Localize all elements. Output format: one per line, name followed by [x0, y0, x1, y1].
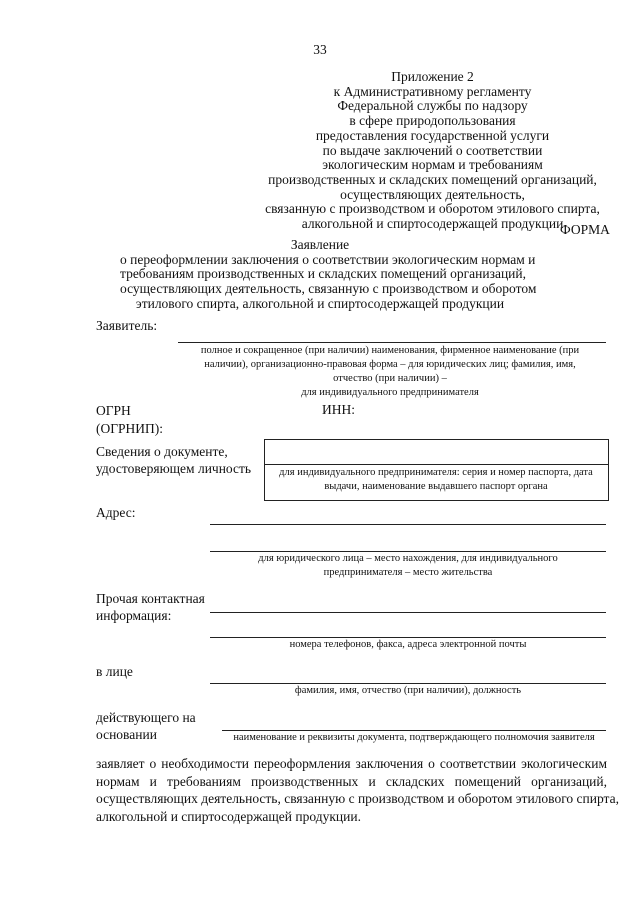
address-caption: [210, 552, 606, 580]
statement-line: осуществляющих деятельность, связанную с производством и оборотом этилового спирта,: [96, 791, 619, 806]
title-line: этилового спирта, алкогольной и спиртосодержащей продукции: [135, 295, 505, 311]
statement-text: [96, 755, 619, 825]
statement-line: заявляет о необходимости переоформления заключения о соответствии экологическим: [96, 756, 607, 771]
applicant-label: Заявитель:: [96, 318, 158, 333]
contact-input-line-1[interactable]: [210, 612, 606, 613]
caption-line: отчество (при наличии) –: [333, 373, 447, 384]
caption-line: наличии), организационно-правовая форма – для юридических лиц; фамилия, имя,: [204, 359, 576, 370]
appendix-line: алкогольной и спиртосодержащей продукции: [301, 216, 564, 232]
appendix-line: осуществляющих деятельность,: [340, 186, 525, 202]
caption-line: предпринимателя – место жительства: [323, 567, 493, 578]
form-label: ФОРМА: [560, 222, 610, 237]
caption-line: для индивидуального предпринимателя: серия и номер паспорта, дата: [279, 467, 593, 478]
appendix-line: производственных и складских помещений организаций,: [268, 171, 597, 187]
appendix-line: в сфере природопользования: [349, 113, 516, 129]
applicant-input-line[interactable]: [178, 342, 606, 343]
contact-caption: номера телефонов, факса, адреса электронной почты: [289, 639, 527, 650]
identity-label: [96, 443, 251, 477]
contact-label-line: информация:: [96, 608, 172, 623]
document-title: [120, 237, 537, 312]
caption-line: выдачи, наименование выдавшего паспорт органа: [324, 481, 548, 492]
caption-line: полное и сокращенное (при наличии) наименования, фирменное наименование (при: [200, 345, 580, 356]
statement-line: алкогольной и спиртосодержащей продукции.: [96, 808, 361, 824]
person-label: в лице: [96, 664, 133, 679]
statement-line: нормам и требованиям производственных и складских помещений организаций,: [96, 773, 607, 789]
address-label: Адрес:: [96, 505, 136, 520]
address-input-line-1[interactable]: [210, 524, 606, 525]
identity-caption: [265, 466, 607, 494]
contact-input-line-2[interactable]: [210, 637, 606, 638]
appendix-line: предоставления государственной услуги: [315, 127, 550, 143]
person-input-line[interactable]: [210, 683, 606, 684]
title-heading: Заявление: [290, 237, 350, 252]
page-number: 33: [313, 42, 327, 57]
appendix-line: связанную с производством и оборотом этилового спирта,: [265, 201, 600, 217]
basis-input-line[interactable]: [222, 730, 606, 731]
basis-caption: наименование и реквизиты документа, подтверждающего полномочия заявителя: [233, 732, 595, 743]
identity-divider: [264, 464, 608, 465]
caption-line: для индивидуального предпринимателя: [301, 387, 479, 398]
applicant-caption: [170, 344, 610, 400]
title-line: о переоформлении заключения о соответствии экологическим нормам и: [120, 251, 536, 267]
appendix-line: по выдаче заключений о соответствии: [322, 142, 543, 158]
ogrn-label-line: ОГРН: [96, 403, 131, 418]
basis-label-line: действующего на: [96, 710, 196, 725]
title-line: требованиям производственных и складских помещений организаций,: [120, 266, 526, 282]
contact-label: [96, 590, 205, 624]
appendix-line: к Административному регламенту: [333, 83, 532, 99]
inn-label: ИНН:: [322, 402, 355, 417]
ogrn-label: [96, 402, 163, 438]
appendix-line: Федеральной службы по надзору: [337, 98, 528, 114]
appendix-line: экологическим нормам и требованиям: [322, 157, 543, 173]
caption-line: для юридического лица – место нахождения, для индивидуального: [258, 553, 558, 564]
identity-label-line: удостоверяющем личность: [96, 461, 252, 476]
basis-label-line: основании: [96, 727, 157, 742]
person-caption: фамилия, имя, отчество (при наличии), должность: [294, 685, 522, 696]
appendix-header: [260, 70, 605, 232]
basis-label: [96, 709, 196, 743]
identity-label-line: Сведения о документе,: [96, 444, 228, 459]
ogrn-label-line: (ОГРНИП):: [96, 421, 164, 436]
contact-label-line: Прочая контактная: [96, 591, 205, 606]
appendix-line: Приложение 2: [391, 69, 474, 84]
title-line: осуществляющих деятельность, связанную с производством и оборотом: [120, 281, 537, 297]
